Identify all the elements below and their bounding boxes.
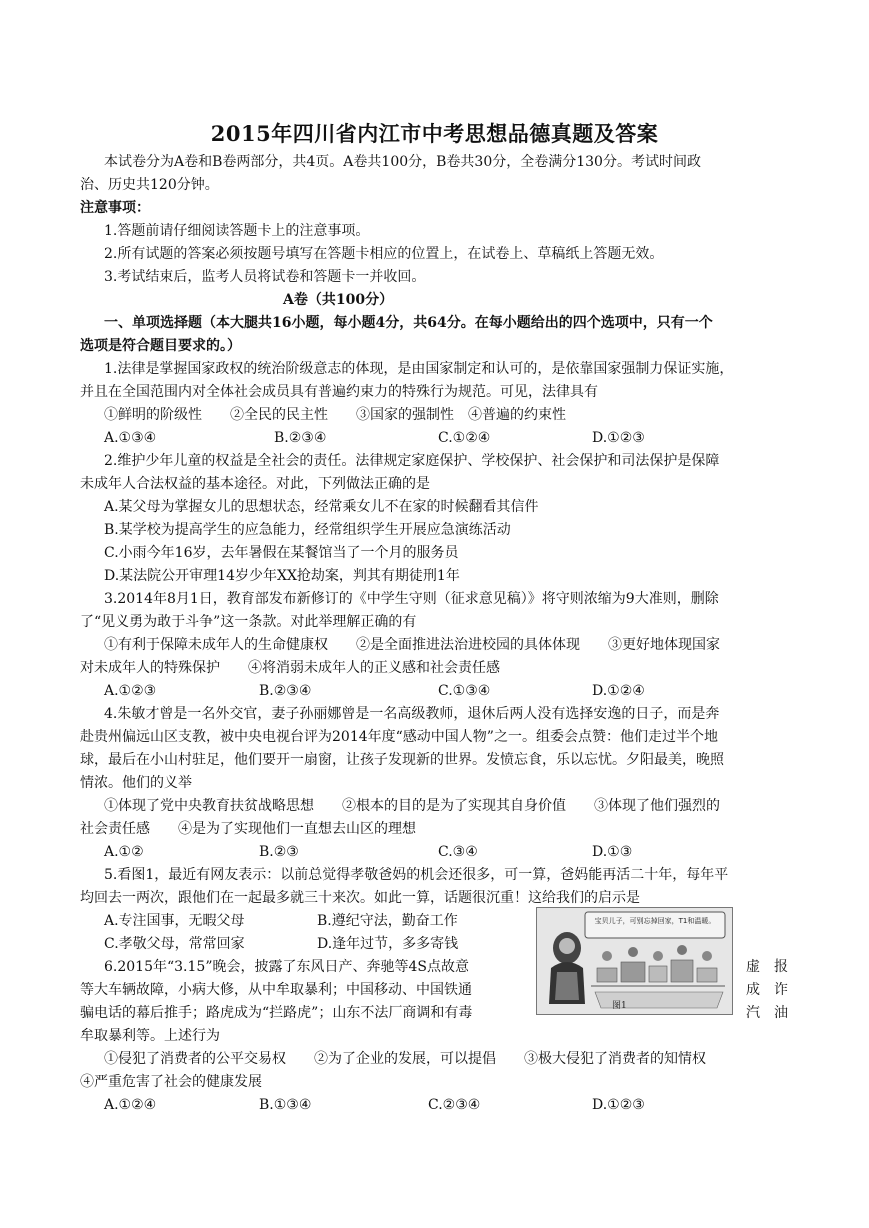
q6-stem-line-3-left: 骗电话的幕后推手；路虎成为“拦路虎”；山东不法厂商调和有毒 [80,1005,473,1021]
q4-stem-line-2: 赴贵州偏远山区支教，被中央电视台评为2014年度“感动中国人物”之一。组委会点赞：他们走过半个地 [80,729,718,745]
q5-option-a: A.专注国事，无暇父母 [104,913,245,929]
q3-option-a: A.①②③ [104,683,157,699]
figure-1-caption: 图1 [612,1001,627,1011]
q2-option-d: D.某法院公开审理14岁少年XX抢劫案，判其有期徒刑1年 [104,568,460,584]
q3-stem-line-1: 3.2014年8月1日，教育部发布新修订的《中学生守则（征求意见稿）》将守则浓缩为9大准则，删除 [104,591,719,607]
q1-stem-line-1: 1.法律是掌握国家政权的统治阶级意志的体现，是由国家制定和认可的，是依靠国家强制力保证实施， [104,361,734,377]
q6-option-a: A.①②④ [104,1097,157,1113]
q4-option-d: D.①③ [592,844,633,860]
notice-heading: 注意事项： [80,200,150,216]
q6-stem-line-4: 牟取暴利等。上述行为 [80,1028,220,1044]
q2-option-c: C.小雨今年16岁，去年暑假在某餐馆当了一个月的服务员 [104,545,459,561]
q5-option-d: D.逢年过节，多多寄钱 [317,936,459,952]
cartoon-illustration [537,908,732,1014]
q4-option-b: B.②③ [259,844,299,860]
q6-items-line-1: ①侵犯了消费者的公平交易权 ②为了企业的发展，可以提倡 ③极大侵犯了消费者的知情权 [104,1051,706,1067]
q6-option-d: D.①②③ [592,1097,645,1113]
q6-stem-line-3-right: 汽 油 [746,1005,788,1021]
section-heading-line-2: 选项是符合题目要求的。） [80,338,241,354]
q1-items: ①鲜明的阶级性 ②全民的民主性 ③国家的强制性 ④普遍的约束性 [104,407,566,423]
q4-stem-line-4: 情浓。他们的义举 [80,775,192,791]
q1-option-c: C.①②④ [438,430,491,446]
section-heading-line-1: 一、单项选择题（本大腿共16小题，每小题4分，共64分。在每小题给出的四个选项中，只有一个 [104,315,713,331]
q3-stem-line-2: 了“见义勇为敢于斗争”这一条款。对此举理解正确的有 [80,614,417,630]
q4-stem-line-1: 4.朱敏才曾是一名外交官，妻子孙丽娜曾是一名高级教师，退休后两人没有选择安逸的日子，而是奔 [104,706,720,722]
q6-stem-line-1-right: 虚 报 [746,959,788,975]
q5-stem-line-1: 5.看图1，最近有网友表示：以前总觉得孝敬爸妈的机会还很多，可一算，爸妈能再活二十年，每年平 [104,867,729,883]
page-title: 2015年四川省内江市中考思想品德真题及答案 [210,121,659,146]
q4-items-line-1: ①体现了党中央教育扶贫战略思想 ②根本的目的是为了实现其自身价值 ③体现了他们强烈的 [104,798,720,814]
q5-option-c: C.孝敬父母，常常回家 [104,936,245,952]
notice-item-3: 3.考试结束后，监考人员将试卷和答题卡一并收回。 [104,269,426,285]
intro-line-2: 治、历史共120分钟。 [80,177,219,193]
q1-option-d: D.①②③ [592,430,645,446]
figure-banner-text: 宝贝儿子，可别忘掉回家，T1和温暖。 [594,917,716,925]
figure-1-cartoon [536,907,733,1015]
notice-item-2: 2.所有试题的答案必须按题号填写在答题卡相应的位置上，在试卷上、草稿纸上答题无效。 [104,246,664,262]
intro-line-1: 本试卷分为A卷和B卷两部分，共4页。A卷共100分，B卷共30分，全卷满分130分。考试时间政 [104,154,701,170]
q6-stem-line-2-left: 等大车辆故障，小病大修，从中牟取暴利；中国移动、中国铁通 [80,982,472,998]
q6-option-c: C.②③④ [428,1097,481,1113]
q1-option-a: A.①③④ [104,430,157,446]
q6-option-b: B.①③④ [259,1097,312,1113]
q3-options [104,682,804,700]
q4-option-c: C.③④ [438,844,478,860]
q4-option-a: A.①② [104,844,144,860]
q2-stem-line-1: 2.维护少年儿童的权益是全社会的责任。法律规定家庭保护、学校保护、社会保护和司法保护是保障 [104,453,720,469]
q6-stem-line-2-right: 成 诈 [746,982,788,998]
q4-stem-line-3: 球，最后在小山村驻足，他们要开一扇窗，让孩子发现新的世界。发愤忘食，乐以忘忧。夕阳最美，晚照 [80,752,724,768]
q5-option-b: B.遵纪守法，勤奋工作 [317,913,458,929]
q3-option-b: B.②③④ [259,683,312,699]
q6-options [104,1096,804,1114]
q1-option-b: B.②③④ [274,430,327,446]
q4-options [104,843,804,861]
q1-options [104,429,804,447]
q4-items-line-2: 社会责任感 ④是为了实现他们一直想去山区的理想 [80,821,416,837]
notice-item-1: 1.答题前请仔细阅读答题卡上的注意事项。 [104,223,370,239]
q2-option-a: A.某父母为掌握女儿的思想状态，经常乘女儿不在家的时候翻看其信件 [104,499,539,515]
q2-stem-line-2: 未成年人合法权益的基本途径。对此，下列做法正确的是 [80,476,430,492]
q3-option-d: D.①②④ [592,683,645,699]
q6-stem-line-1-left: 6.2015年“3.15”晚会，披露了东风日产、奔驰等4S点故意 [104,959,469,975]
q6-items-line-2: ④严重危害了社会的健康发展 [80,1074,262,1090]
q2-option-b: B.某学校为提高学生的应急能力，经常组织学生开展应急演练活动 [104,522,511,538]
q3-items-line-1: ①有利于保障未成年人的生命健康权 ②是全面推进法治进校园的具体体现 ③更好地体现国家 [104,637,720,653]
q3-items-line-2: 对未成年人的特殊保护 ④将消弱未成年人的正义感和社会责任感 [80,660,500,676]
q5-stem-line-2: 均回去一两次，跟他们在一起最多就三十来次。如此一算，话题很沉重！这给我们的启示是 [80,890,640,906]
section-title: A卷（共100分） [283,292,394,308]
q3-option-c: C.①③④ [438,683,491,699]
q1-stem-line-2: 并且在全国范围内对全体社会成员具有普遍约束力的特殊行为规范。可见，法律具有 [80,384,598,400]
